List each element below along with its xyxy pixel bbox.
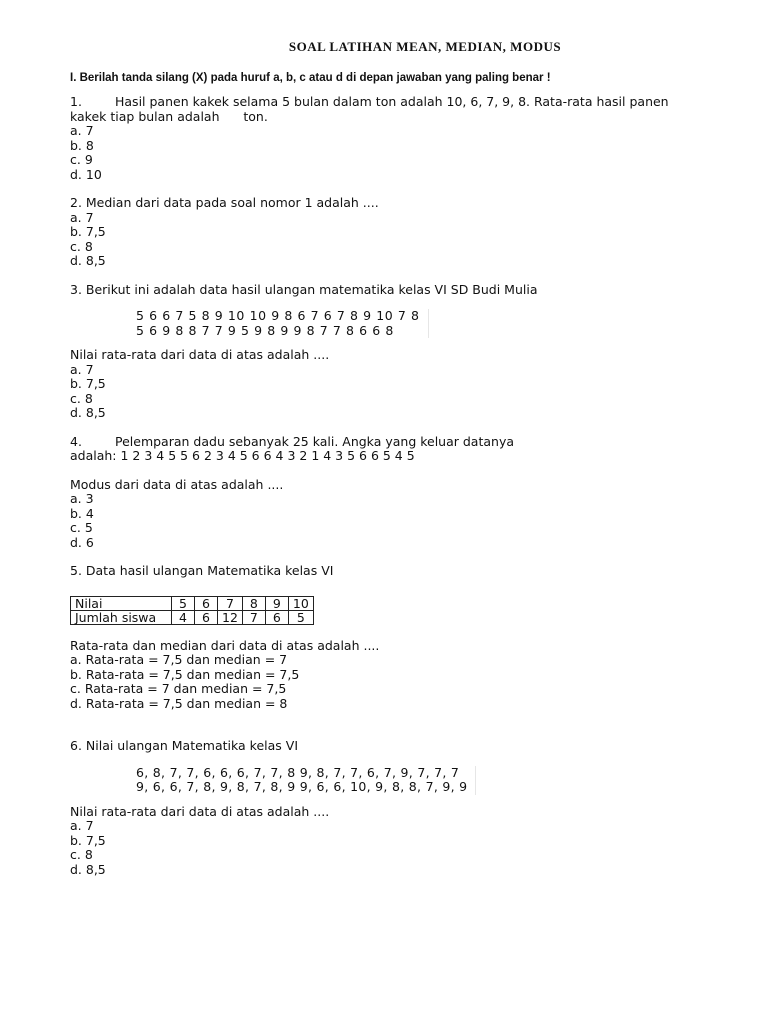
question-4 [70, 435, 720, 551]
worksheet-page [70, 40, 720, 877]
question-3-prompt: Nilai rata-rata dari data di atas adalah .... [70, 347, 330, 362]
table-cell: 6 [265, 610, 288, 624]
option-c: c. 8 [70, 238, 93, 254]
option-a: a. 3 [70, 491, 94, 506]
option-d: d. 8,5 [70, 861, 106, 877]
option-b: b. 4 [70, 505, 94, 521]
table-row [71, 596, 314, 610]
data-line: 5 6 6 7 5 8 9 10 10 9 8 6 7 6 7 8 9 10 7 8 [136, 308, 420, 323]
data-line: 5 6 9 8 8 7 7 9 5 9 8 9 9 8 7 7 8 6 6 8 [136, 322, 394, 338]
question-1-text-line2: kakek tiap bulan adalah ton. [70, 108, 268, 124]
table-cell: 4 [172, 610, 195, 624]
option-b: b. 7,5 [70, 832, 106, 848]
page-title: SOAL LATIHAN MEAN, MEDIAN, MODUS [288, 39, 562, 54]
score-table [70, 596, 314, 625]
question-4-prompt: Modus dari data di atas adalah .... [70, 476, 284, 492]
option-d: d. 10 [70, 166, 102, 182]
option-a: a. 7 [70, 123, 94, 138]
question-3 [70, 283, 720, 421]
option-c: c. Rata-rata = 7 dan median = 7,5 [70, 681, 287, 696]
table-cell: 8 [242, 596, 265, 610]
option-c: c. 9 [70, 152, 93, 167]
option-a: a. 7 [70, 209, 94, 225]
option-d: d. Rata-rata = 7,5 dan median = 8 [70, 695, 288, 711]
question-6-text: 6. Nilai ulangan Matematika kelas VI [70, 738, 299, 753]
option-a: a. 7 [70, 818, 94, 833]
question-2-text: 2. Median dari data pada soal nomor 1 adalah .... [70, 195, 379, 210]
option-c: c. 5 [70, 520, 93, 535]
table-cell: 5 [288, 610, 313, 624]
question-2 [70, 196, 720, 269]
instruction-text: I. Berilah tanda silang (X) pada huruf a, b, c atau d di depan jawaban yang paling benar ! [70, 71, 551, 84]
option-a: a. Rata-rata = 7,5 dan median = 7 [70, 652, 288, 667]
table-row [71, 610, 314, 624]
option-d: d. 8,5 [70, 253, 106, 268]
question-1-number: 1. [70, 94, 82, 109]
data-line: 6, 8, 7, 7, 6, 6, 6, 7, 7, 8 9, 8, 7, 7, 6, 7, 9, 7, 7, 7 [136, 764, 460, 780]
table-header-jumlah: Jumlah siswa [71, 610, 172, 624]
question-5-text: 5. Data hasil ulangan Matematika kelas VI [70, 563, 334, 578]
option-b: b. 7,5 [70, 224, 106, 239]
table-cell: 5 [172, 596, 195, 610]
question-3-data [136, 309, 429, 338]
option-c: c. 8 [70, 390, 93, 406]
option-d: d. 8,5 [70, 405, 106, 420]
option-b: b. Rata-rata = 7,5 dan median = 7,5 [70, 666, 300, 682]
data-line: 9, 6, 6, 7, 8, 9, 8, 7, 8, 9 9, 6, 6, 10, 9, 8, 8, 7, 9, 9 [136, 779, 468, 794]
question-5-prompt: Rata-rata dan median dari data di atas adalah .... [70, 637, 380, 653]
table-header-nilai: Nilai [71, 596, 172, 610]
option-a: a. 7 [70, 361, 94, 377]
question-1-text: Hasil panen kakek selama 5 bulan dalam ton adalah 10, 6, 7, 9, 8. Rata-rata hasil panen [115, 94, 669, 109]
option-b: b. 8 [70, 137, 94, 153]
table-cell: 10 [288, 596, 313, 610]
question-1 [70, 95, 720, 182]
question-6-prompt: Nilai rata-rata dari data di atas adalah .... [70, 803, 330, 819]
question-6 [70, 739, 720, 877]
table-cell: 6 [195, 610, 218, 624]
table-cell: 7 [242, 610, 265, 624]
question-4-data: adalah: 1 2 3 4 5 5 6 2 3 4 5 6 6 4 3 2 1 4 3 5 6 6 5 4 5 [70, 448, 415, 463]
table-cell: 12 [218, 610, 243, 624]
table-cell: 6 [195, 596, 218, 610]
option-c: c. 8 [70, 847, 93, 862]
question-4-number: 4. [70, 433, 82, 449]
table-cell: 7 [218, 596, 243, 610]
question-4-text: Pelemparan dadu sebanyak 25 kali. Angka yang keluar datanya [115, 433, 515, 449]
question-6-data [136, 766, 476, 795]
table-cell: 9 [265, 596, 288, 610]
option-b: b. 7,5 [70, 376, 106, 391]
question-3-text: 3. Berikut ini adalah data hasil ulangan matematika kelas VI SD Budi Mulia [70, 281, 538, 297]
option-d: d. 6 [70, 534, 94, 550]
question-5 [70, 564, 720, 711]
